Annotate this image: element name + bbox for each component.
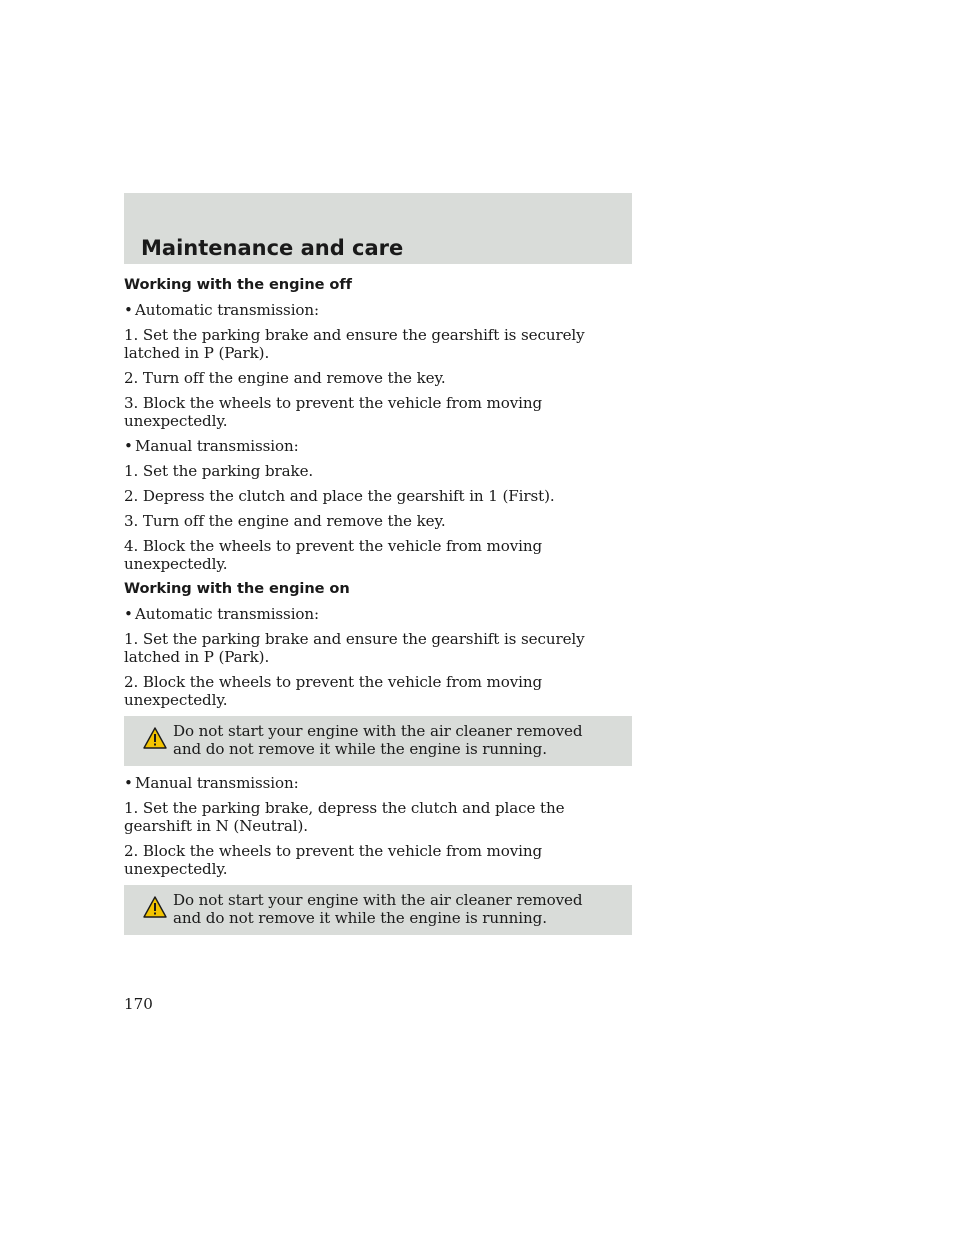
engine-off-manual-step-1: 1. Set the parking brake. bbox=[124, 462, 314, 480]
engine-off-manual-label: • Manual transmission: bbox=[124, 437, 299, 455]
section-title: Maintenance and care bbox=[141, 236, 404, 260]
bullet-icon: • bbox=[124, 437, 133, 455]
engine-on-manual-step-1: 1. Set the parking brake, depress the clutch and place the gearshift in N (Neutral). bbox=[124, 799, 565, 835]
engine-off-heading: Working with the engine off bbox=[124, 276, 352, 293]
engine-off-automatic-step-3: 3. Block the wheels to prevent the vehicle from moving unexpectedly. bbox=[124, 394, 543, 430]
warning-icon bbox=[143, 727, 167, 749]
engine-on-automatic-step-1: 1. Set the parking brake and ensure the gearshift is securely latched in P (Park). bbox=[124, 630, 585, 666]
engine-on-manual-step-2: 2. Block the wheels to prevent the vehicle from moving unexpectedly. bbox=[124, 842, 543, 878]
warning-text: Do not start your engine with the air cleaner removed and do not remove it while the engine is running. bbox=[173, 722, 583, 758]
engine-off-manual-step-4: 4. Block the wheels to prevent the vehicle from moving unexpectedly. bbox=[124, 537, 543, 573]
engine-off-automatic-step-1: 1. Set the parking brake and ensure the gearshift is securely latched in P (Park). bbox=[124, 326, 585, 362]
engine-on-manual-label: • Manual transmission: bbox=[124, 774, 299, 792]
warning-box bbox=[124, 885, 632, 935]
warning-icon bbox=[143, 896, 167, 918]
page-content bbox=[124, 276, 632, 943]
engine-off-automatic-step-2: 2. Turn off the engine and remove the key. bbox=[124, 369, 446, 387]
engine-off-automatic-label: • Automatic transmission: bbox=[124, 301, 320, 319]
warning-box bbox=[124, 716, 632, 766]
engine-on-heading: Working with the engine on bbox=[124, 580, 350, 597]
warning-text: Do not start your engine with the air cleaner removed and do not remove it while the engine is running. bbox=[173, 891, 583, 927]
page-number: 170 bbox=[124, 995, 153, 1013]
bullet-icon: • bbox=[124, 605, 133, 623]
bullet-icon: • bbox=[124, 301, 133, 319]
engine-on-automatic-label: • Automatic transmission: bbox=[124, 605, 320, 623]
section-header bbox=[124, 193, 632, 264]
engine-off-manual-step-2: 2. Depress the clutch and place the gearshift in 1 (First). bbox=[124, 487, 555, 505]
engine-off-manual-step-3: 3. Turn off the engine and remove the key. bbox=[124, 512, 446, 530]
bullet-icon: • bbox=[124, 774, 133, 792]
engine-on-automatic-step-2: 2. Block the wheels to prevent the vehicle from moving unexpectedly. bbox=[124, 673, 543, 709]
